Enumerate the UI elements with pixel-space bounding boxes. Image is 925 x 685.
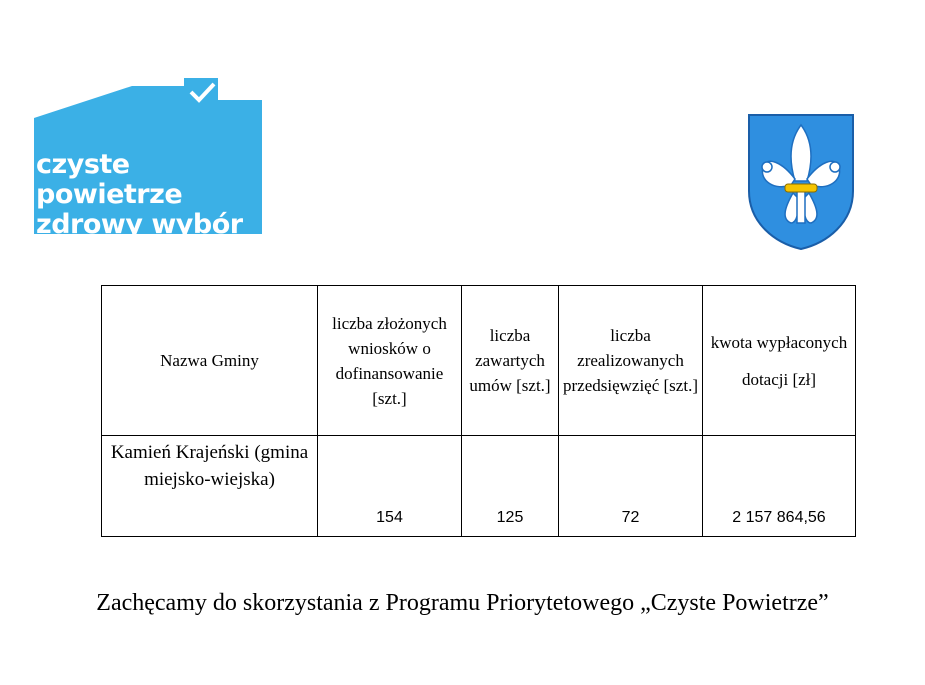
table-row bbox=[102, 436, 856, 537]
logo-text bbox=[34, 150, 262, 240]
header-municipality: Nazwa Gminy bbox=[102, 286, 318, 436]
logo-line-2: zdrowy wybór bbox=[36, 209, 243, 240]
contracts-value: 125 bbox=[462, 436, 559, 537]
amount-value: 2 157 864,56 bbox=[703, 436, 856, 537]
header-contracts: liczba zawartych umów [szt.] bbox=[462, 286, 559, 436]
fleur-de-lis-icon bbox=[745, 111, 857, 251]
header-amount: kwota wypłaconych dotacji [zł] bbox=[703, 286, 856, 436]
header-completed: liczba zrealizowanych przedsięwzięć [szt.] bbox=[559, 286, 703, 436]
coat-of-arms bbox=[745, 111, 857, 251]
statistics-table bbox=[101, 285, 856, 537]
header-applications: liczba złożonych wniosków o dofinansowanie [szt.] bbox=[318, 286, 462, 436]
czyste-powietrze-logo bbox=[34, 78, 262, 240]
footer-text: Zachęcamy do skorzystania z Programu Priorytetowego „Czyste Powietrze” bbox=[96, 590, 829, 616]
table-header-row bbox=[102, 286, 856, 436]
applications-value: 154 bbox=[318, 436, 462, 537]
completed-value: 72 bbox=[559, 436, 703, 537]
logo-line-1: czyste powietrze bbox=[36, 149, 183, 210]
municipality-name: Kamień Krajeński (gmina miejsko-wiejska) bbox=[102, 436, 318, 537]
